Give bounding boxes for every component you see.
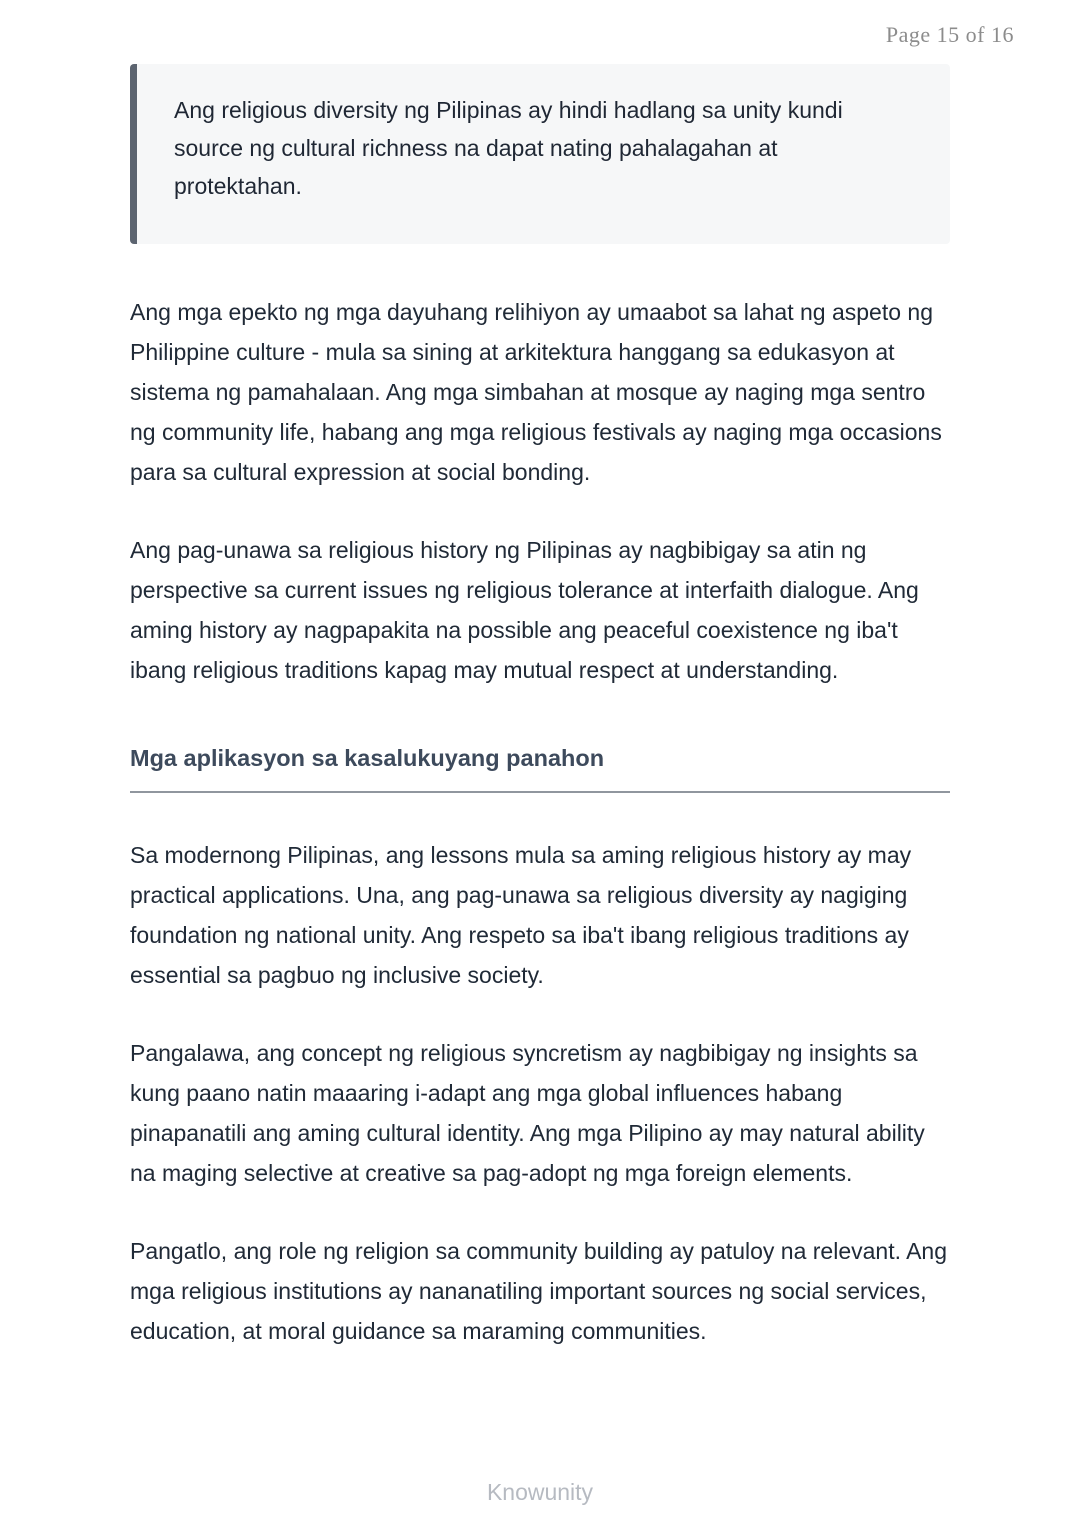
paragraph: Sa modernong Pilipinas, ang lessons mula sa aming religious history ay may practical applications. Una, ang pag-unawa sa religious diversity ay nagiging foundation ng national unity. Ang respeto sa iba't ibang religious traditions ay essential sa pagbuo ng inclusive society. <box>130 842 912 988</box>
paragraph: Pangatlo, ang role ng religion sa community building ay patuloy na relevant. Ang mga religious institutions ay nananatiling important sources ng social services, education, at moral guidance sa maraming communities. <box>130 1238 948 1344</box>
heading-rule <box>130 791 950 793</box>
paragraph: Ang pag-unawa sa religious history ng Pilipinas ay nagbibigay sa atin ng perspective sa current issues ng religious tolerance at interfaith dialogue. Ang aming history ay nagpapakita na possible ang peaceful coexistence ng iba't ibang religious traditions kapag may mutual respect at understanding. <box>130 537 919 683</box>
quote-text: Ang religious diversity ng Pilipinas ay hindi hadlang sa unity kundi source ng cultural richness na dapat nating pahalagahan at protektahan. <box>174 97 843 199</box>
quote-block <box>130 64 950 244</box>
paragraph: Pangalawa, ang concept ng religious syncretism ay nagbibigay ng insights sa kung paano natin maaaring i-adapt ang mga global influences habang pinapanatili ang aming cultural identity. Ang mga Pilipino ay may natural ability na maging selective at creative sa pag-adopt ng mga foreign elements. <box>130 1040 925 1186</box>
paragraph: Ang mga epekto ng mga dayuhang relihiyon ay umaabot sa lahat ng aspeto ng Philippine culture - mula sa sining at arkitektura hanggang sa edukasyon at sistema ng pamahalaan. Ang mga simbahan at mosque ay naging mga sentro ng community life, habang ang mga religious festivals ay naging mga occasions para sa cultural expression at social bonding. <box>130 299 942 485</box>
page-number: Page 15 of 16 <box>885 22 1014 47</box>
document-content <box>130 64 952 1351</box>
section-heading: Mga aplikasyon sa kasalukuyang panahon <box>130 745 605 771</box>
brand-footer: Knowunity <box>486 1479 594 1505</box>
